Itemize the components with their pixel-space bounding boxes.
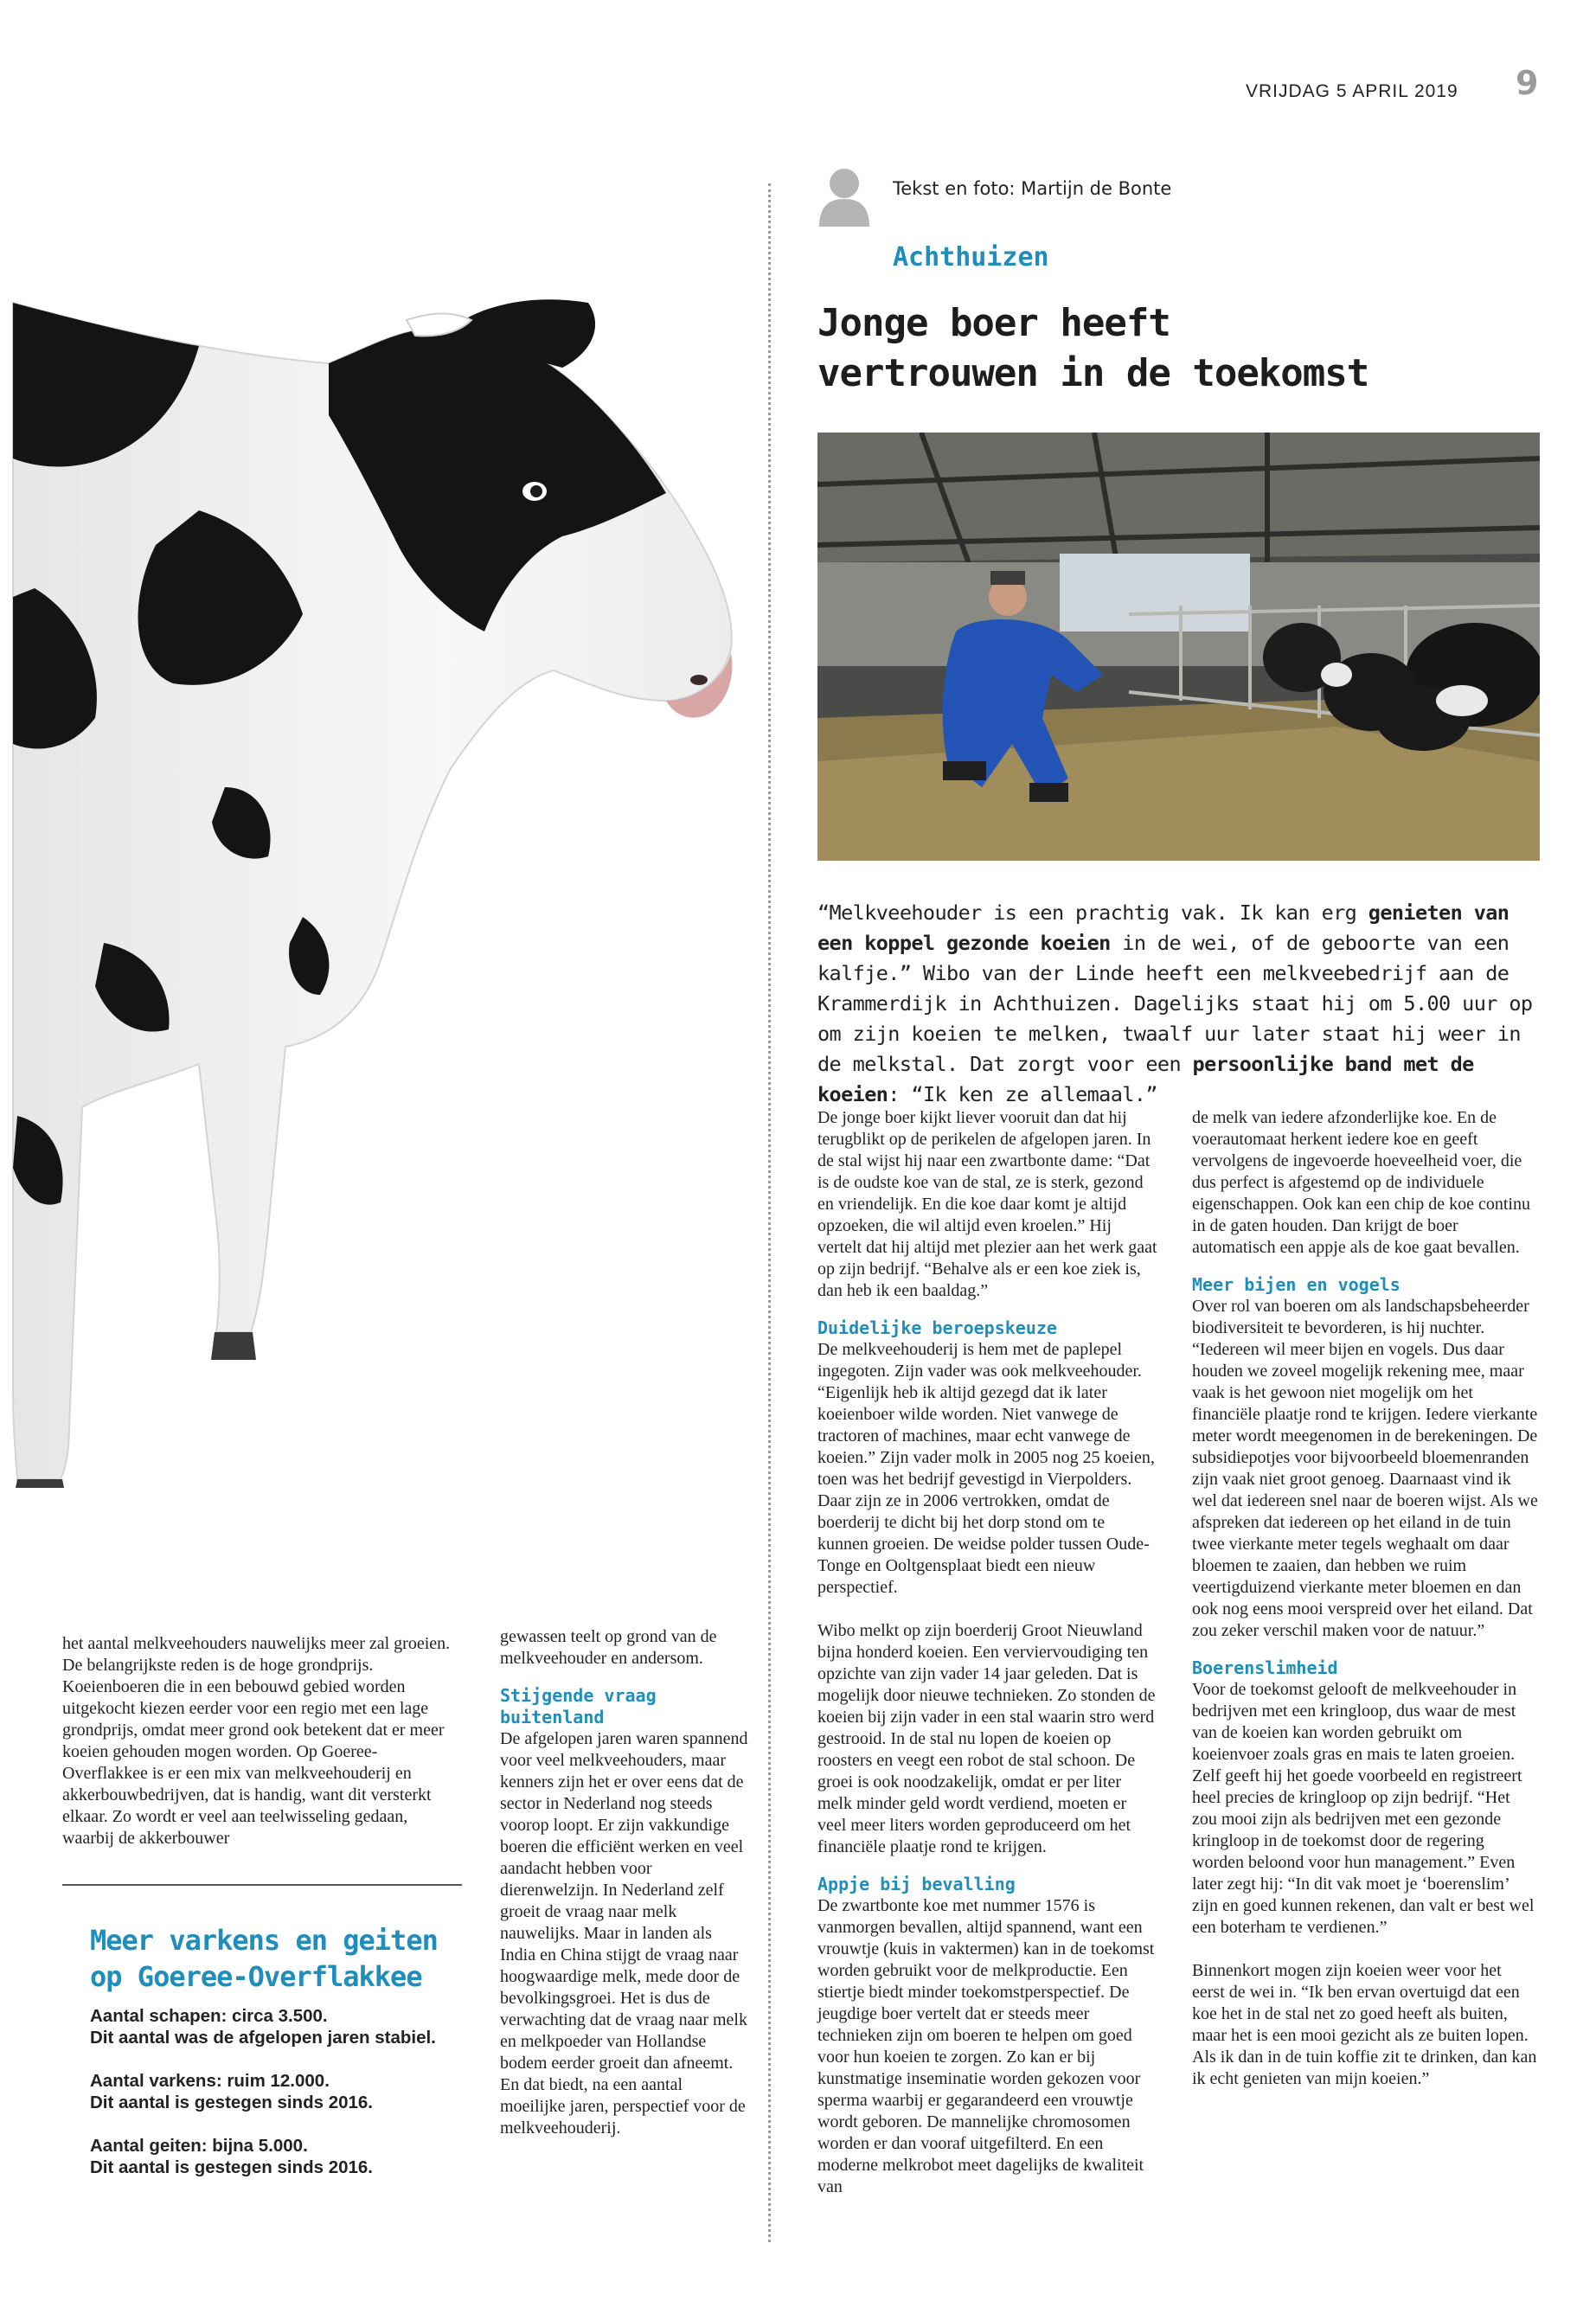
intro-text-2: in de wei, of de geboorte van een kalfje.” Wibo van der Linde heeft een melkveebedrijf aan de Krammerdijk in Achthuizen. Dagelijks staat hij om 5.00 uur op om zijn koeien te melken, twaalf uur later staat hij weer in de melkstal. Dat zorgt voor een bbox=[817, 931, 1533, 1076]
stats-box-list bbox=[90, 2005, 497, 2178]
stat-goats-note: Dit aantal is gestegen sinds 2016. bbox=[90, 2157, 373, 2177]
paragraph: Wibo melkt op zijn boerderij Groot Nieuwland bijna honderd koeien. Een verviervoudiging ten opzichte van zijn vader 14 jaar geleden. Dat is mogelijk door nieuwe technieken. Zo stonden de koeien bij zijn vader in een stal waarin stro werd gestrooid. In de stal nu lopen de koeien op roosters en veegt een robot de stal schoon. De groei is ook noodzakelijk, omdat er per liter melk minder geld wordt verdiend, moeten er veel meer liters worden geproduceerd om het financiële plaatje rond te krijgen. bbox=[817, 1621, 1156, 1856]
paragraph: De zwartbonte koe met nummer 1576 is vanmorgen bevallen, altijd spannend, want een vrouwtje (kuis in vaktermen) kan in de toekomst worden gebruikt voor de melkproductie. Een stiertje biedt minder toekomstperspectief. De jeugdige boer vertelt dat er steeds meer technieken zijn om boeren te helpen om goed voor hun koeien te zorgen. Zo kan er bij kunstmatige inseminatie worden gekozen voor sperma waarbij er gegarandeerd een vrouwtje wordt geboren. De mannelijke chromosomen worden er dan vooraf uitgefilterd. En een moderne melkrobot meet dagelijks de kwaliteit van bbox=[817, 1896, 1155, 2196]
sidebar-left-text bbox=[62, 1633, 456, 1849]
paragraph: de melk van iedere afzonderlijke koe. En de voerautomaat herkent iedere koe en geeft vervolgens de ingevoerde hoeveelheid voer, die dus perfect is afgestemd op de individuele eigenschappen. Ook kan een chip de koe continu in de gaten houden. Dan krijgt de boer automatisch een appje als de koe gaat bevallen. bbox=[1192, 1108, 1530, 1257]
stat-pigs-note: Dit aantal is gestegen sinds 2016. bbox=[90, 2093, 373, 2112]
subheading-vraag-buitenland: Stijgende vraag buitenland bbox=[500, 1685, 657, 1727]
stat-sheep-note: Dit aantal was de afgelopen jaren stabiel. bbox=[90, 2028, 436, 2048]
subheading-beroepskeuze: Duidelijke beroepskeuze bbox=[817, 1317, 1057, 1338]
page-number: 9 bbox=[1516, 64, 1539, 102]
stat-goats: Aantal geiten: bijna 5.000. bbox=[90, 2136, 308, 2156]
headline-line-2: vertrouwen in de toekomst bbox=[817, 351, 1369, 395]
article-column-1 bbox=[817, 1107, 1159, 2198]
paragraph: De melkveehouderij is hem met de paplepel ingegoten. Zijn vader was ook melkveehouder. “Eigenlijk heb ik altijd gezegd dat ik later koeienboer wilde worden. Niet vanwege de tractoren of machines, maar echt vanwege de koeien.” Zijn vader molk in 2005 nog 25 koeien, toen was het bedrijf gevestigd in Vierpolders. Daar zijn ze in 2006 vertrokken, omdat de boerderij te dicht bij het dorp stond om te kunnen groeien. De weidse polder tussen Oude-Tonge en Ooltgensplaat biedt een nieuw perspectief. bbox=[817, 1340, 1155, 1597]
stats-title-line-2: op Goeree-Overflakkee bbox=[90, 1960, 422, 1993]
barn-photo bbox=[817, 433, 1540, 861]
article-intro bbox=[817, 898, 1540, 1110]
intro-bold-2: persoonlijke band met de koeien bbox=[817, 1052, 1474, 1106]
paragraph: Voor de toekomst gelooft de melkveehouder in bedrijven met een kringloop, dus waar de mest van de koeien kan worden gebruikt om koeienvoer zoals gras en mais te laten groeien. Zelf geeft hij het goede voorbeeld en registreert heel precies de kringloop op zijn bedrijf. “Het zou mooi zijn als bedrijven met een gezonde kringloop in de toekomst door de regering worden beloond voor hun management.” Even later zegt hij: “In dit vak moet je ‘boerenslim’ zijn en goed kunnen rekenen, dan valt er best wel een boterham te verdienen.” bbox=[1192, 1680, 1535, 1937]
subheading-boerenslimheid: Boerenslimheid bbox=[1192, 1657, 1338, 1678]
author-credit: Tekst en foto: Martijn de Bonte bbox=[893, 178, 1172, 199]
column-divider bbox=[768, 183, 771, 2242]
article-location: Achthuizen bbox=[893, 242, 1049, 272]
stats-divider bbox=[62, 1884, 462, 1886]
paragraph: De jonge boer kijkt liever vooruit dan dat hij terugblikt op de perikelen de afgelopen jaren. In de stal wijst hij naar een zwartbonte dame: “Dat is de oudste koe van de stal, ze is sterk, gezond en vriendelijk. En die koe daar komt je altijd opzoeken, die wil altijd even kroelen.” Hij vertelt dat hij altijd met plezier aan het werk gaat op zijn bedrijf. “Behalve als er een koe ziek is, dan heb ik een baaldag.” bbox=[817, 1108, 1157, 1300]
paragraph: De afgelopen jaren waren spannend voor veel melkveehouders, maar kenners zijn het er over eens dat de sector in Nederland nog steeds voorop loopt. Er zijn vakkundige boeren die efficiënt werken en veel aandacht hebben voor dierenwelzijn. In Nederland zelf groeit de vraag naar melk nauwelijks. Maar in landen als India en China stijgt de vraag naar hoogwaardige melk, mede door de bevolkingsgroei. Het is dus de verwachting dat de vraag naar melk en melkpoeder van Hollandse bodem eerder groeit dan afneemt. En dat biedt, na een aantal moeilijke jaren, perspectief voor de melkveehouderij. bbox=[500, 1729, 748, 2138]
headline-line-1: Jonge boer heeft bbox=[817, 301, 1170, 345]
author-avatar-icon bbox=[817, 166, 871, 227]
intro-text-1: “Melkveehouder is een prachtig vak. Ik kan erg bbox=[817, 901, 1368, 925]
intro-text-3: : “Ik ken ze allemaal.” bbox=[888, 1082, 1157, 1106]
stats-box-title bbox=[90, 1922, 471, 1995]
subheading-bevalling: Appje bij bevalling bbox=[817, 1874, 1016, 1894]
subheading-bijen-vogels: Meer bijen en vogels bbox=[1192, 1274, 1401, 1295]
paragraph: het aantal melkveehouders nauwelijks meer zal groeien. De belangrijkste reden is de hoge grondprijs. Koeienboeren die in een bebouwd gebied worden uitgekocht kiezen eerder voor een regio met een lage grondprijs, omdat meer grond ook betekent dat er meer koeien gehouden mogen worden. Op Goeree-Overflakkee is er een mix van melkveehouderij en akkerbouwbedrijven, dat is handig, want dit versterkt elkaar. Zo wordt er veel aan teelwisseling gedaan, waarbij de akkerbouwer bbox=[62, 1634, 451, 1848]
stats-title-line-1: Meer varkens en geiten bbox=[90, 1924, 438, 1957]
sidebar-middle-text bbox=[500, 1626, 751, 2139]
paragraph: Binnenkort mogen zijn koeien weer voor het eerst de wei in. “Ik ben ervan overtuigd dat een koe het in de stal net zo goed heeft als buiten, maar het is een mooi gezicht als ze buiten lopen. Als ik dan in de tuin koffie zit te drinken, dan kan ik echt genieten van mijn koeien.” bbox=[1192, 1961, 1537, 2088]
stat-pigs: Aantal varkens: ruim 12.000. bbox=[90, 2071, 330, 2091]
issue-date: VRIJDAG 5 APRIL 2019 bbox=[1246, 81, 1458, 101]
stat-sheep: Aantal schapen: circa 3.500. bbox=[90, 2006, 328, 2026]
article-column-2 bbox=[1192, 1107, 1538, 2090]
intro-bold-1: genieten van een koppel gezonde koeien bbox=[817, 901, 1509, 955]
paragraph: gewassen teelt op grond van de melkveehouder en andersom. bbox=[500, 1627, 717, 1668]
cow-illustration bbox=[0, 182, 768, 1488]
article-headline bbox=[817, 298, 1440, 399]
paragraph: Over rol van boeren om als landschapsbeheerder biodiversiteit te bevorderen, is hij nuchter. “Iedereen wil meer bijen en vogels. Dus daar houden we zoveel mogelijk rekening mee, maar vaak is het gewoon niet mogelijk om het financiële plaatje rond te krijgen. Iedere vierkante meter wordt meegenomen in de berekeningen. De subsidiepotjes voor bijvoorbeeld bloemenranden zijn vaak niet groot genoeg. Daarnaast vind ik wel dat iedereen snel naar de boeren wijst. Als we afspreken dat iedereen op het eiland in de tuin twee vierkante meter tegels weghaalt om daar bloemen te zaaien, dan hebben we ruim veertigduizend vierkante meter bloemen en dan ook nog eens mooi verspreid over het eiland. Dat zou zeker verschil maken voor de natuur.” bbox=[1192, 1297, 1538, 1640]
